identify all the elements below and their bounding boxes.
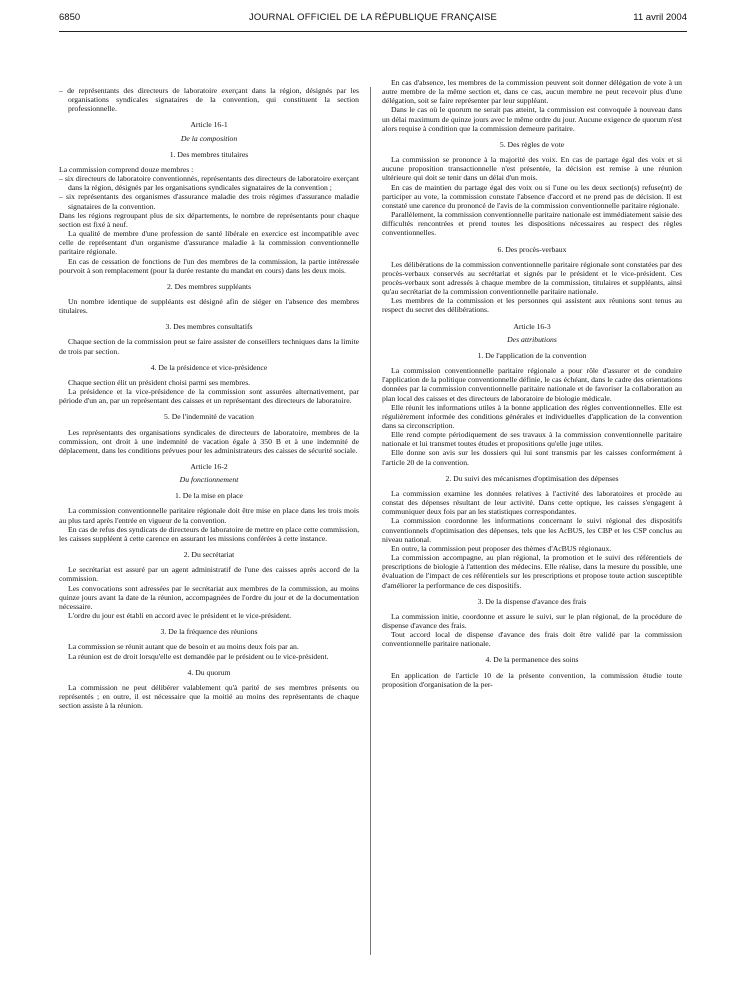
article-heading: Article 16-3 bbox=[513, 321, 551, 331]
paragraph: La présidence et la vice-présidence de la commission sont assurées alternativement, par période d'un an, par un représentant des caisses et un représentant des directeurs de laboratoire. bbox=[59, 387, 359, 406]
paragraph: La commission conventionnelle paritaire régionale doit être mise en place dans les trois mois au plus tard après l'entrée en vigueur de la convention. bbox=[59, 506, 359, 525]
paragraph: La commission initie, coordonne et assure le suivi, sur le plan régional, de la procédure de dispense d'avance des frais. bbox=[382, 611, 682, 630]
section-heading: 3. De la dispense d'avance des frais bbox=[477, 596, 587, 606]
paragraph: En cas de cessation de fonctions de l'un des membres de la commission, la partie intéressée pourvoit à son remplacement (pour la durée restante du mandat en cours) dans les deux mois. bbox=[59, 256, 359, 275]
page-number: 6850 bbox=[59, 12, 81, 23]
right-column bbox=[382, 78, 682, 689]
list-item: – six directeurs de laboratoire conventionnés, représentants des directeurs de laboratoire exerçant dans la région, désignés par les organisations syndicales signataires de la convention ; bbox=[59, 174, 359, 193]
page-header bbox=[59, 12, 687, 28]
section-heading: 3. De la fréquence des réunions bbox=[160, 627, 258, 637]
paragraph: La commission se prononce à la majorité des voix. En cas de partage égal des voix et si aucune proposition transactionnelle n'est présentée, la décision est remise à une réunion ultérieure qui doit se tenir dans un délai d'un mois. bbox=[382, 155, 682, 183]
paragraph: Dans les régions regroupant plus de six départements, le nombre de représentants pour chaque section est fixé à neuf. bbox=[59, 210, 359, 229]
section-heading: 2. Des membres suppléants bbox=[166, 281, 252, 291]
journal-title: JOURNAL OFFICIEL DE LA RÉPUBLIQUE FRANÇAISE bbox=[248, 12, 498, 23]
list-item: – six représentants des organismes d'assurance maladie des trois régimes d'assurance maladie signataires de la convention. bbox=[59, 192, 359, 211]
paragraph: La commission coordonne les informations concernant le suivi régional des dispositifs conventionnels d'optimisation des dépenses, tels que les AcBUS, les CBP et les CSP conclus au niveau national. bbox=[382, 516, 682, 544]
section-heading: 5. De l'indemnité de vacation bbox=[164, 412, 254, 422]
intro-item: – de représentants des directeurs de laboratoire exerçant dans la région, désignés par les organisations syndicales signataires de la convention, qui constituent la section professionnelle. bbox=[59, 86, 359, 114]
article-subheading: Du fonctionnement bbox=[179, 475, 239, 485]
left-column bbox=[59, 86, 359, 710]
section-heading: 4. Du quorum bbox=[187, 667, 231, 677]
paragraph: Le secrétariat est assuré par un agent administratif de l'une des caisses après accord de la commission. bbox=[59, 565, 359, 584]
paragraph: La commission examine les données relatives à l'activité des laboratoires et procède au constat des dépenses résultant de leur activité. Dans cette optique, les caisses s'engagent à communiquer deux fois par an les statistiques correspondantes. bbox=[382, 488, 682, 517]
paragraph: En cas de maintien du partage égal des voix ou si l'une ou les deux section(s) refuse(nt) de participer au vote, la commission constate l'absence d'accord et ne prend pas de décision. Il est constaté une carence du prononcé de l'avis de la commission conventionnelle paritaire régionale. bbox=[382, 182, 682, 210]
paragraph: L'ordre du jour est établi en accord avec le président et le vice-président. bbox=[68, 611, 292, 621]
paragraph: Tout accord local de dispense d'avance des frais doit être validé par la commission conventionnelle paritaire nationale. bbox=[382, 630, 682, 649]
article-subheading: Des attributions bbox=[507, 334, 557, 344]
article-heading: Article 16-2 bbox=[190, 462, 228, 471]
section-heading: 5. Des règles de vote bbox=[499, 139, 565, 149]
paragraph: La réunion est de droit lorsqu'elle est demandée par le président ou le vice-président. bbox=[68, 651, 329, 661]
paragraph: En cas de refus des syndicats de directeurs de laboratoire de mettre en place cette commission, les caisses suppléent à cette carence en assurant les missions conférées à cette instance. bbox=[59, 524, 359, 543]
paragraph: Elle donne son avis sur les dossiers qui lui sont transmis par les caisses conformément à l'article 20 de la convention. bbox=[382, 448, 682, 467]
section-heading: 4. De la permanence des soins bbox=[485, 655, 579, 665]
paragraph: En application de l'article 10 de la présente convention, la commission étudie toute proposition d'organisation de la per- bbox=[382, 670, 682, 689]
paragraph: Dans le cas où le quorum ne serait pas atteint, la commission est convoquée à nouveau dans un délai maximum de quinze jours avec le même ordre du jour. Aucune exigence de quorum n'est alors requise à condition que la commission demeure paritaire. bbox=[382, 105, 682, 133]
section-heading: 3. Des membres consultatifs bbox=[165, 322, 253, 332]
paragraph: Les convocations sont adressées par le secrétariat aux membres de la commission, au moins quinze jours avant la date de la réunion, accompagnées de l'ordre du jour et de la documentation nécessaire. bbox=[59, 583, 359, 611]
paragraph: La commission se réunit autant que de besoin et au moins deux fois par an. bbox=[68, 642, 299, 652]
paragraph: Elle rend compte périodiquement de ses travaux à la commission conventionnelle paritaire nationale et lui transmet toutes études et propositions qu'elle juge utiles. bbox=[382, 430, 682, 449]
paragraph: La commission comprend douze membres : bbox=[59, 164, 194, 174]
paragraph: Les délibérations de la commission conventionnelle paritaire régionale sont constatées par des procès-verbaux conservés au secrétariat et signés par le président et le vice-président. Ces procès-verbaux sont adressés à chaque membre de la commission, titulaires et suppléants, ainsi qu'au secrétariat de la commission conventionnelle paritaire nationale. bbox=[382, 259, 682, 297]
paragraph: Les membres de la commission et les personnes qui assistent aux réunions sont tenus au respect du secret des délibérations. bbox=[382, 296, 682, 315]
paragraph: Parallèlement, la commission conventionnelle paritaire nationale est immédiatement saisie des difficultés rencontrées et prend toutes les dispositions nécessaires au respect des règles conventionnelles. bbox=[382, 210, 682, 238]
paragraph: La commission accompagne, au plan régional, la promotion et le suivi des référentiels de prescriptions de biologie à l'attention des médecins. Elle réalise, dans la mesure du possible, une évaluation de l'impact de ces référentiels sur les prescriptions et propose toute action susceptible d'améliorer la performance de ces dispositifs. bbox=[382, 553, 682, 590]
paragraph: En cas d'absence, les membres de la commission peuvent soit donner délégation de vote à un autre membre de la même section et, dans ce cas, aucun membre ne peut recevoir plus d'une délégation, soit se faire représenter par leur suppléant. bbox=[382, 78, 682, 106]
header-rule bbox=[59, 31, 687, 32]
paragraph: La commission ne peut délibérer valablement qu'à parité de ses membres présents ou représentés ; en outre, il est nécessaire que la moitié au moins des représentants de chaque section assiste à la réunion. bbox=[59, 682, 359, 711]
column-divider bbox=[370, 87, 371, 955]
section-heading: 4. De la présidence et vice-présidence bbox=[150, 362, 268, 372]
section-heading: 2. Du suivi des mécanismes d'optimisation des dépenses bbox=[445, 473, 619, 483]
section-heading: 6. Des procès-verbaux bbox=[497, 244, 567, 254]
paragraph: En outre, la commission peut proposer des thèmes d'AcBUS régionaux. bbox=[391, 543, 612, 553]
section-heading: 1. Des membres titulaires bbox=[169, 149, 249, 159]
section-heading: 1. De la mise en place bbox=[175, 491, 243, 501]
section-heading: 1. De l'application de la convention bbox=[477, 350, 587, 360]
paragraph: Les représentants des organisations syndicales de directeurs de laboratoire, membres de la commission, ont droit à une indemnité de vacation égale à 350 B et à une indemnité de déplacement, dans les conditions prévues pour les administrateurs des caisses de sécurité sociale. bbox=[59, 427, 359, 455]
paragraph: La qualité de membre d'une profession de santé libérale en exercice est incompatible avec celle de représentant d'un organisme d'assurance maladie à la commission conventionnelle paritaire régionale. bbox=[59, 229, 359, 257]
paragraph: Chaque section de la commission peut se faire assister de conseillers techniques dans la limite de trois par section. bbox=[59, 337, 359, 356]
paragraph: Chaque section élit un président choisi parmi ses membres. bbox=[68, 377, 251, 387]
article-subheading: De la composition bbox=[180, 133, 238, 143]
paragraph: La commission conventionnelle paritaire régionale a pour rôle d'assurer et de conduire l'application de la politique conventionnelle définie, le cas échéant, dans le cadre des orientations données par la commission conventionnelle paritaire nationale et de favoriser la collaboration au plan local des caisses et des directeurs de laboratoire de biologie médicale. bbox=[382, 366, 682, 403]
section-heading: 2. Du secrétariat bbox=[183, 550, 235, 560]
paragraph: Un nombre identique de suppléants est désigné afin de siéger en l'absence des membres titulaires. bbox=[59, 296, 359, 316]
paragraph: Elle réunit les informations utiles à la bonne application des règles conventionnelles. Elle est régulièrement informée des conditions générales et individuelles d'application de la convention dans sa circonscription. bbox=[382, 402, 682, 430]
issue-date: 11 avril 2004 bbox=[633, 12, 687, 23]
article-heading: Article 16-1 bbox=[190, 120, 228, 130]
